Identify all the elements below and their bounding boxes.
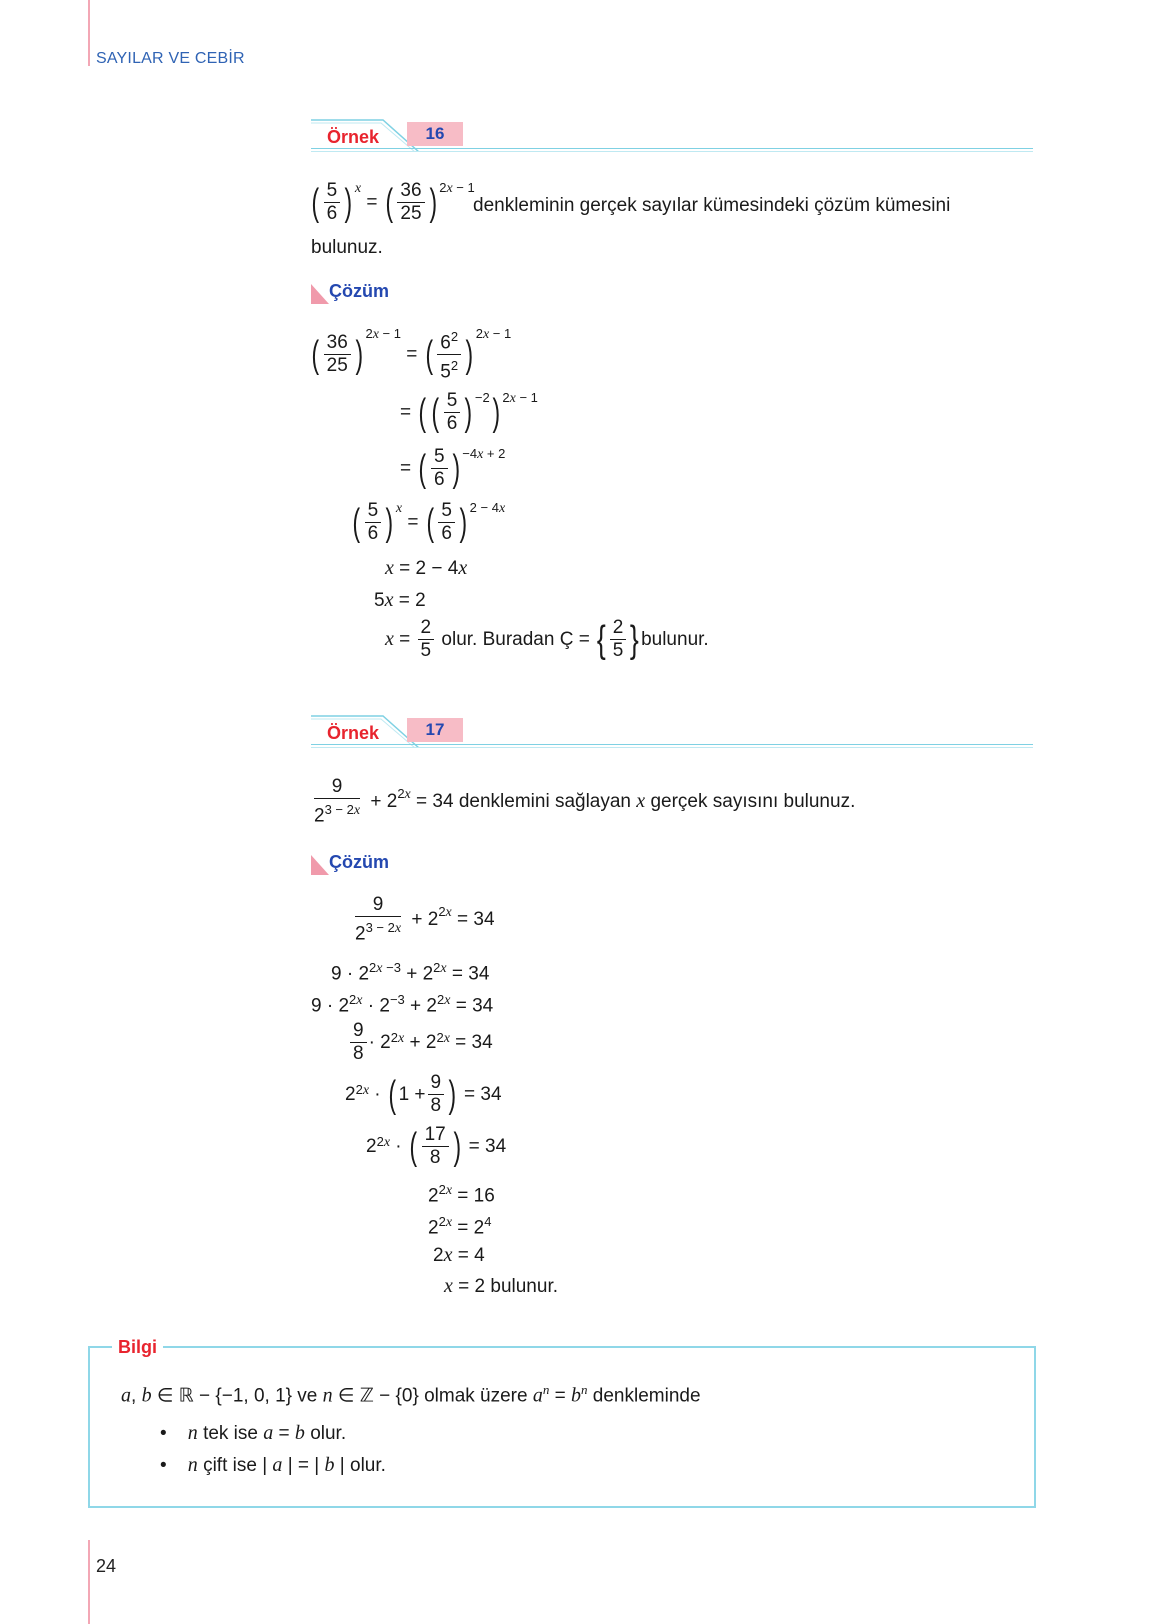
bilgi-intro: a, b ∈ ℝ − {−1, 0, 1} ve n ∈ ℤ − {0} olmak üzere $a^n = b^n$ denkleminde: [121, 1382, 701, 1407]
solution16-step2: = ( ( $\frac{5}{6}$ ) $^{-2}$ ) $^{2x - 1}$: [400, 390, 538, 434]
example-number: 17: [407, 718, 463, 742]
bullet2-end: olur.: [350, 1455, 386, 1476]
solution17-step7: $2^{2x} = 16$: [428, 1182, 495, 1207]
bilgi-olmak: olmak üzere: [424, 1385, 528, 1407]
bilgi-label: Bilgi: [112, 1337, 163, 1358]
bullet2-text: çift ise: [203, 1455, 257, 1476]
solution17-step1: $\frac{9}{2^{3 - 2x}}$ + 2 $^{2x}$ = 34: [355, 894, 495, 945]
bilgi-ve: ve: [297, 1385, 318, 1407]
solution17-step9: 2x = 4: [433, 1244, 485, 1266]
solution16-step1: ( $\frac{36}{25}$ ) $^{2x - 1}$ = ( $\frac{6^2}{5^2}$ ) $^{2x - 1}$: [311, 326, 512, 383]
bilgi-bullet-2: • n çift ise | a | = | b | olur.: [160, 1454, 386, 1476]
solution-label: Çözüm: [329, 281, 389, 301]
bullet1-end: olur.: [310, 1423, 347, 1444]
example-number: 16: [407, 122, 463, 146]
solution-label: Çözüm: [329, 852, 389, 872]
example-16-question-equation: ( $\frac{5}{6}$ ) $^x$ = ( $\frac{36}{25}$ ) $^{2x - 1}$: [311, 180, 475, 224]
solution17-step5: 2 2x · ( 1 + $\frac{9}{8}$ ) = 34: [345, 1072, 502, 1116]
top-margin-line: [88, 0, 90, 66]
solution17-step8: $2^{2x} = 2^4$: [428, 1214, 492, 1239]
bilgi-denklem: denkleminde: [592, 1385, 701, 1407]
example-17-header: [311, 714, 1033, 748]
solution-marker-icon: [311, 855, 329, 875]
bulunur-text: bulunur.: [641, 628, 709, 650]
solution17-step3: $9 \cdot 2^{2x} \cdot 2^{-3} + 2^{2x} = 34$: [311, 992, 494, 1017]
section-title: SAYILAR VE CEBİR: [96, 50, 245, 67]
example-label: Örnek: [327, 723, 380, 743]
bottom-margin-line: [88, 1540, 90, 1624]
solution16-step6: 5x = 2: [374, 589, 426, 611]
solution16-step5: x = 2 − 4x: [385, 557, 468, 579]
solution17-step4: $\frac{9}{8}$ · 2 $^{2x}$ + 2 2x = 34: [348, 1020, 493, 1065]
example-16-header: [311, 118, 1033, 152]
solution17-step2: $9 \cdot 2^{2x -3} + 2^{2x} = 34$: [331, 960, 490, 985]
solution17-final: x = 2 bulunur.: [444, 1275, 559, 1297]
example-16-question-line2: bulunuz.: [311, 237, 383, 258]
solution-marker-icon: [311, 284, 329, 304]
bullet1-text: tek ise: [203, 1423, 258, 1444]
olur-text: olur. Buradan Ç =: [441, 628, 590, 650]
example-17-question: $\frac{9}{2^{3 - 2x}}$ + 2 $^{2x}$ = 34 denklemini sağlayan x gerçek sayısını bulunuz.: [314, 776, 856, 827]
solution17-step6: 2 2x · ( $\frac{17}{8}$ ) = 34: [366, 1124, 507, 1168]
page-number: 24: [96, 1556, 117, 1576]
example-16-question-text: denkleminin gerçek sayılar kümesindeki çözüm kümesini: [473, 195, 951, 216]
solution16-step4: ( $\frac{5}{6}$ ) $^x$ = ( $\frac{5}{6}$ ) $^{2 - 4x}$: [352, 500, 506, 544]
solution16-step3: = ( $\frac{5}{6}$ ) $^{-4x + 2}$: [400, 446, 506, 490]
question-17-end: gerçek sayısını bulunuz.: [650, 790, 856, 812]
solution16-step7: x = $\frac{2}{5}$ olur. Buradan Ç = { $\frac{2}{5}$ } bulunur.: [385, 617, 709, 661]
example-label: Örnek: [327, 127, 380, 147]
question-17-text: = 34 denklemini sağlayan: [416, 790, 631, 812]
bilgi-bullet-1: • n tek ise a = b olur.: [160, 1422, 347, 1444]
